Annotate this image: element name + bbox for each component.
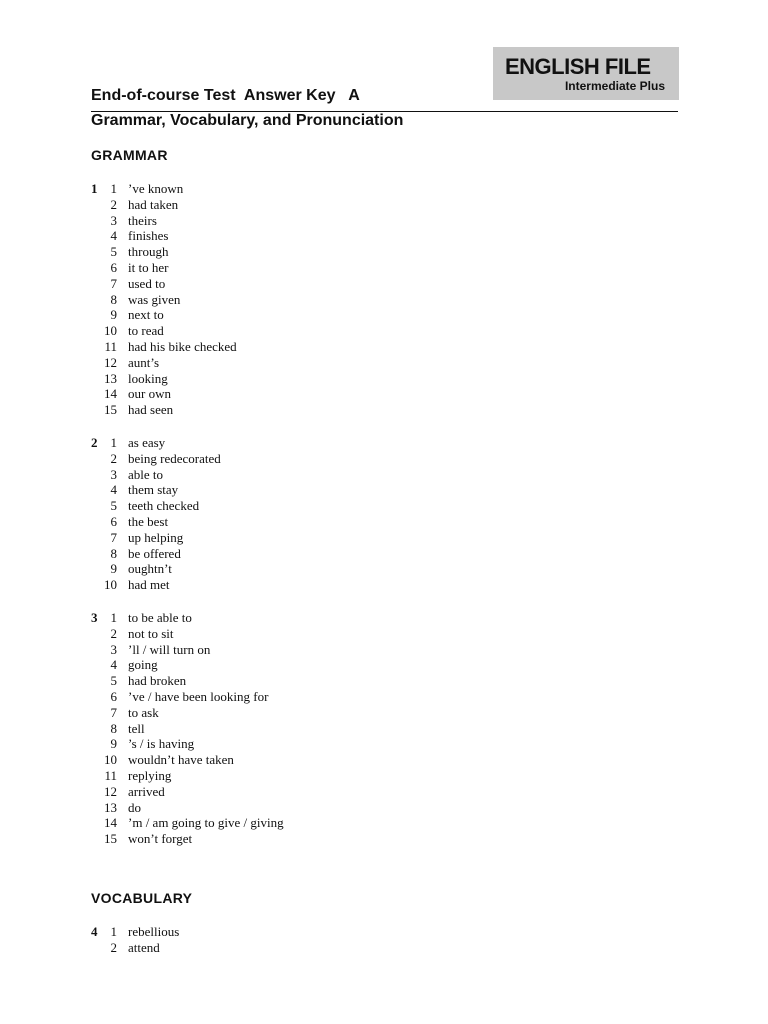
item-number: 3 [110, 212, 117, 228]
item-number: 15 [104, 831, 117, 847]
item-number: 14 [104, 386, 117, 402]
item-number: 10 [104, 752, 117, 768]
item-number: 10 [104, 323, 117, 339]
answer-text: able to [128, 466, 164, 482]
answer-text: attend [128, 939, 160, 955]
item-number: 15 [104, 402, 117, 418]
answer-item [0, 228, 768, 244]
answer-text: had his bike checked [128, 338, 237, 354]
answer-item [0, 736, 768, 752]
answer-text: oughtn’t [128, 561, 172, 577]
answer-text: tell [128, 720, 145, 736]
answer-text: ’ve / have been looking for [128, 688, 269, 704]
answer-text: won’t forget [128, 831, 193, 847]
answer-text: ’s / is having [128, 736, 195, 752]
item-number: 4 [110, 657, 117, 673]
item-number: 8 [110, 291, 117, 307]
answer-item [0, 213, 768, 229]
item-number: 8 [110, 720, 117, 736]
answer-text: to ask [128, 704, 159, 720]
answer-item [0, 815, 768, 831]
answer-text: wouldn’t have taken [128, 752, 234, 768]
item-number: 9 [110, 307, 117, 323]
item-number: 2 [110, 450, 117, 466]
answer-item [0, 784, 768, 800]
item-number: 7 [110, 704, 117, 720]
exercise-2 [0, 435, 768, 593]
answer-item [0, 244, 768, 260]
answer-item [0, 831, 768, 847]
item-number: 11 [104, 338, 117, 354]
answer-item [0, 626, 768, 642]
item-number: 4 [110, 228, 117, 244]
item-number: 12 [104, 354, 117, 370]
answer-text: ’m / am going to give / giving [128, 815, 284, 831]
item-number: 9 [110, 736, 117, 752]
item-number: 3 [110, 466, 117, 482]
answer-text: theirs [128, 212, 157, 228]
answer-text: aunt’s [128, 354, 160, 370]
answer-item [0, 610, 768, 626]
answer-text: the best [128, 513, 169, 529]
answer-item [0, 292, 768, 308]
item-number: 4 [110, 482, 117, 498]
answer-text: be offered [128, 545, 181, 561]
item-number: 1 [110, 610, 117, 625]
answer-text: up helping [128, 529, 184, 545]
item-number: 5 [110, 498, 117, 514]
exercise-4 [0, 924, 768, 956]
answer-item [0, 673, 768, 689]
item-number: 5 [110, 244, 117, 260]
answer-text: our own [128, 386, 171, 402]
document-subtitle: Grammar, Vocabulary, and Pronunciation [91, 112, 404, 129]
answer-item [0, 339, 768, 355]
answer-text: teeth checked [128, 498, 200, 514]
answer-item [0, 482, 768, 498]
answer-item [0, 657, 768, 673]
item-number: 1 [110, 924, 117, 939]
item-number: 6 [110, 513, 117, 529]
exercise-number: 3 [91, 610, 98, 625]
item-number: 6 [110, 688, 117, 704]
item-number: 2 [110, 196, 117, 212]
answer-item [0, 181, 768, 197]
answer-item [0, 689, 768, 705]
item-number: 7 [110, 275, 117, 291]
answer-item [0, 577, 768, 593]
answer-item [0, 642, 768, 658]
answer-text: arrived [128, 783, 165, 799]
item-number: 8 [110, 545, 117, 561]
item-number: 12 [104, 783, 117, 799]
answer-item [0, 546, 768, 562]
answer-text: to read [128, 323, 164, 339]
item-number: 13 [104, 799, 117, 815]
answer-text: going [128, 657, 158, 673]
answer-item [0, 514, 768, 530]
document-title: End-of-course Test Answer Key A [91, 87, 360, 104]
item-number: 1 [110, 181, 117, 196]
answer-item [0, 386, 768, 402]
section-heading-grammar: GRAMMAR [91, 147, 168, 163]
answer-item [0, 721, 768, 737]
answer-item [0, 940, 768, 956]
answer-text: had taken [128, 196, 179, 212]
answer-item [0, 800, 768, 816]
item-number: 7 [110, 529, 117, 545]
answer-text: rebellious [128, 924, 180, 939]
answer-item [0, 467, 768, 483]
answer-text: do [128, 799, 141, 815]
answer-text: ’ll / will turn on [128, 641, 211, 657]
answer-text: replying [128, 767, 172, 783]
item-number: 11 [104, 767, 117, 783]
section-heading-vocabulary: VOCABULARY [91, 890, 193, 906]
answer-text: it to her [128, 259, 169, 275]
answer-item [0, 402, 768, 418]
item-number: 2 [110, 625, 117, 641]
answer-item [0, 371, 768, 387]
answer-text: as easy [128, 435, 166, 450]
answer-text: being redecorated [128, 450, 221, 466]
answer-item [0, 561, 768, 577]
answer-text: had seen [128, 402, 174, 418]
exercise-1 [0, 181, 768, 418]
answer-text: looking [128, 370, 168, 386]
answer-text: next to [128, 307, 164, 323]
item-number: 10 [104, 577, 117, 593]
answer-text: ’ve known [128, 181, 184, 196]
answer-item [0, 924, 768, 940]
answer-item [0, 260, 768, 276]
answer-item [0, 530, 768, 546]
answer-item [0, 498, 768, 514]
answer-text: was given [128, 291, 181, 307]
exercise-number: 1 [91, 181, 98, 196]
item-number: 2 [110, 939, 117, 955]
item-number: 3 [110, 641, 117, 657]
item-number: 13 [104, 370, 117, 386]
answer-item [0, 435, 768, 451]
answer-item [0, 705, 768, 721]
item-number: 1 [110, 435, 117, 450]
item-number: 5 [110, 673, 117, 689]
answer-item [0, 451, 768, 467]
answer-item [0, 768, 768, 784]
answer-item [0, 197, 768, 213]
answer-item [0, 307, 768, 323]
answer-item [0, 323, 768, 339]
answer-text: finishes [128, 228, 169, 244]
logo-subtitle: Intermediate Plus [564, 79, 665, 93]
item-number: 9 [110, 561, 117, 577]
answer-item [0, 752, 768, 768]
logo-title: ENGLISH FILE [505, 54, 651, 79]
exercise-3 [0, 610, 768, 847]
answer-text: not to sit [128, 625, 174, 641]
answer-text: to be able to [128, 610, 192, 625]
answer-text: had broken [128, 673, 187, 689]
answer-text: had met [128, 577, 170, 593]
exercise-number: 2 [91, 435, 98, 450]
english-file-logo [493, 47, 679, 100]
answer-item [0, 355, 768, 371]
item-number: 6 [110, 259, 117, 275]
item-number: 14 [104, 815, 117, 831]
answer-item [0, 276, 768, 292]
exercise-number: 4 [91, 924, 98, 939]
answer-text: used to [128, 275, 166, 291]
answer-text: them stay [128, 482, 179, 498]
answer-text: through [128, 244, 169, 260]
